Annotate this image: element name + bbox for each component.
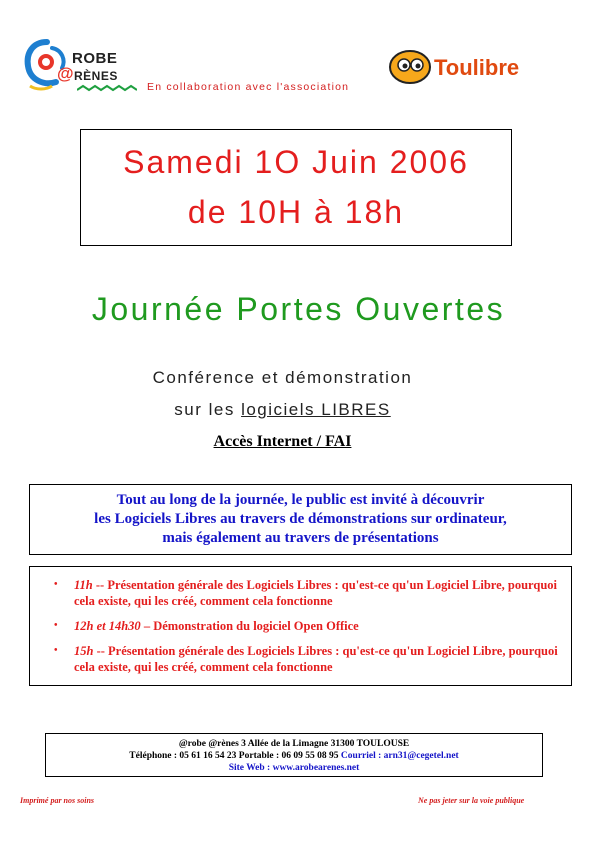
logo-left-line1: ROBE [72, 50, 118, 67]
program-text: Présentation générale des Logiciels Libres : qu'est-ce qu'un Logiciel Libre, pourquoi cela existe, qui les créé, comment cela fonctionne [74, 644, 558, 674]
logo-left-at: @ [57, 64, 74, 83]
program-box [29, 566, 572, 686]
contact-phone: Téléphone : 05 61 16 54 23 Portable : 06 09 55 08 95 [129, 751, 339, 761]
footer-right: Ne pas jeter sur la voie publique [418, 796, 525, 805]
program-separator: -- [93, 644, 109, 658]
bullet-icon: • [54, 579, 58, 590]
program-separator: -- [92, 578, 108, 592]
bullet-icon: • [54, 645, 58, 656]
program-text: Présentation générale des Logiciels Libres : qu'est-ce qu'un Logiciel Libre, pourquoi cela existe, qui les créé, comment cela fonctionne [74, 578, 558, 608]
program-separator: – [140, 619, 154, 633]
footer-left: Imprimé par nos soins [20, 796, 95, 805]
subtitle-line2-prefix: sur les [174, 400, 242, 419]
contact-phone-line [46, 750, 542, 762]
info-line3: mais également au travers de présentations [162, 530, 439, 546]
logo-left-line2: RÈNES [74, 69, 118, 83]
program-list [54, 577, 563, 675]
info-box [29, 484, 572, 555]
bullet-icon: • [54, 620, 58, 631]
contact-web[interactable]: Site Web : www.arobearenes.net [228, 763, 360, 773]
event-date: Samedi 1O Juin 2006 [123, 144, 469, 180]
event-hours: de 10H à 18h [187, 194, 405, 230]
headline: Journée Portes Ouvertes [91, 291, 506, 327]
wave-icon [77, 84, 137, 94]
program-item [54, 577, 563, 609]
collaboration-text: En collaboration avec l'association [147, 81, 350, 93]
program-item [54, 618, 563, 634]
arobe-arenes-logo [22, 36, 132, 96]
contact-box [45, 733, 543, 777]
subtitle-line3: Accès Internet / FAI [213, 433, 352, 450]
program-time: 15h [74, 644, 94, 658]
program-text: Démonstration du logiciel Open Office [153, 619, 359, 633]
contact-email[interactable]: Courriel : arn31@cegetel.net [340, 751, 459, 761]
program-time: 12h et 14h30 [74, 619, 141, 633]
program-item [54, 643, 563, 675]
info-line1: Tout au long de la journée, le public est invité à découvrir [116, 492, 485, 508]
date-box [80, 129, 512, 246]
subtitle-line1: Conférence et démonstration [152, 368, 413, 387]
toulibre-text: Toulibre [434, 55, 520, 80]
toulibre-logo [388, 45, 553, 95]
info-line2: les Logiciels Libres au travers de démonstrations sur ordinateur, [94, 511, 507, 527]
subtitle-line2-underlined: logiciels LIBRES [241, 400, 391, 419]
toulibre-face-icon [388, 45, 432, 85]
contact-address: @robe @rènes 3 Allée de la Limagne 31300 TOULOUSE [178, 739, 410, 749]
subtitle-line2 [0, 400, 581, 420]
program-time: 11h [74, 578, 93, 592]
